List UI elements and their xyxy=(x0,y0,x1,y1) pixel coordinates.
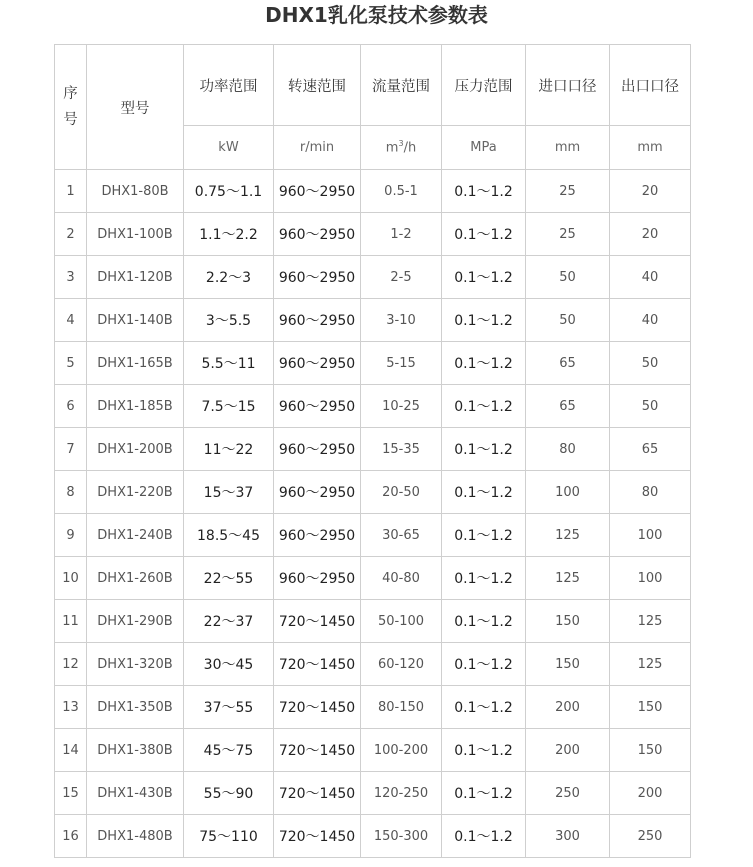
cell-outlet: 125 xyxy=(610,643,691,686)
cell-power: 22～55 xyxy=(184,557,274,600)
table-row xyxy=(55,428,691,471)
cell-outlet: 125 xyxy=(610,600,691,643)
table-row xyxy=(55,686,691,729)
unit-inlet: mm xyxy=(526,126,610,170)
cell-model: DHX1-120B xyxy=(87,256,184,299)
cell-pressure: 0.1～1.2 xyxy=(442,557,526,600)
cell-index: 6 xyxy=(55,385,87,428)
cell-speed: 720～1450 xyxy=(274,729,361,772)
cell-inlet: 125 xyxy=(526,557,610,600)
cell-speed: 960～2950 xyxy=(274,256,361,299)
header-pressure: 压力范围 xyxy=(442,45,526,126)
table-row xyxy=(55,213,691,256)
table-row xyxy=(55,772,691,815)
cell-outlet: 100 xyxy=(610,514,691,557)
cell-index: 15 xyxy=(55,772,87,815)
cell-speed: 960～2950 xyxy=(274,557,361,600)
cell-index: 16 xyxy=(55,815,87,858)
cell-pressure: 0.1～1.2 xyxy=(442,385,526,428)
cell-inlet: 50 xyxy=(526,299,610,342)
cell-inlet: 80 xyxy=(526,428,610,471)
table-row xyxy=(55,643,691,686)
cell-model: DHX1-100B xyxy=(87,213,184,256)
cell-pressure: 0.1～1.2 xyxy=(442,686,526,729)
unit-flow-base: m xyxy=(385,140,399,156)
cell-index: 7 xyxy=(55,428,87,471)
cell-flow: 40-80 xyxy=(361,557,442,600)
cell-power: 18.5～45 xyxy=(184,514,274,557)
cell-outlet: 250 xyxy=(610,815,691,858)
cell-power: 5.5～11 xyxy=(184,342,274,385)
cell-speed: 960～2950 xyxy=(274,471,361,514)
cell-pressure: 0.1～1.2 xyxy=(442,256,526,299)
cell-speed: 960～2950 xyxy=(274,385,361,428)
table-row xyxy=(55,514,691,557)
cell-power: 1.1～2.2 xyxy=(184,213,274,256)
cell-flow: 2-5 xyxy=(361,256,442,299)
table-body xyxy=(55,170,691,858)
cell-outlet: 65 xyxy=(610,428,691,471)
cell-inlet: 65 xyxy=(526,342,610,385)
cell-flow: 5-15 xyxy=(361,342,442,385)
cell-index: 12 xyxy=(55,643,87,686)
cell-flow: 30-65 xyxy=(361,514,442,557)
table-row xyxy=(55,170,691,213)
table-header xyxy=(55,45,691,170)
cell-outlet: 50 xyxy=(610,385,691,428)
cell-index: 4 xyxy=(55,299,87,342)
header-inlet: 进口口径 xyxy=(526,45,610,126)
cell-speed: 960～2950 xyxy=(274,342,361,385)
spec-table xyxy=(54,44,691,858)
unit-flow-sup: 3 xyxy=(398,139,404,149)
cell-index: 9 xyxy=(55,514,87,557)
cell-pressure: 0.1～1.2 xyxy=(442,428,526,471)
cell-flow: 10-25 xyxy=(361,385,442,428)
cell-model: DHX1-140B xyxy=(87,299,184,342)
table-row xyxy=(55,385,691,428)
cell-inlet: 25 xyxy=(526,213,610,256)
cell-index: 13 xyxy=(55,686,87,729)
table-row xyxy=(55,815,691,858)
cell-power: 30～45 xyxy=(184,643,274,686)
cell-flow: 1-2 xyxy=(361,213,442,256)
cell-power: 55～90 xyxy=(184,772,274,815)
cell-model: DHX1-80B xyxy=(87,170,184,213)
cell-inlet: 250 xyxy=(526,772,610,815)
cell-power: 45～75 xyxy=(184,729,274,772)
cell-pressure: 0.1～1.2 xyxy=(442,772,526,815)
table-row xyxy=(55,471,691,514)
cell-model: DHX1-320B xyxy=(87,643,184,686)
cell-model: DHX1-290B xyxy=(87,600,184,643)
cell-speed: 960～2950 xyxy=(274,299,361,342)
cell-power: 75～110 xyxy=(184,815,274,858)
cell-index: 11 xyxy=(55,600,87,643)
table-row xyxy=(55,557,691,600)
cell-flow: 15-35 xyxy=(361,428,442,471)
cell-pressure: 0.1～1.2 xyxy=(442,170,526,213)
cell-inlet: 65 xyxy=(526,385,610,428)
cell-flow: 100-200 xyxy=(361,729,442,772)
cell-outlet: 40 xyxy=(610,256,691,299)
header-row xyxy=(55,45,691,126)
table-row xyxy=(55,600,691,643)
table-row xyxy=(55,342,691,385)
cell-speed: 960～2950 xyxy=(274,514,361,557)
cell-model: DHX1-380B xyxy=(87,729,184,772)
cell-outlet: 200 xyxy=(610,772,691,815)
cell-model: DHX1-260B xyxy=(87,557,184,600)
cell-outlet: 150 xyxy=(610,686,691,729)
cell-inlet: 300 xyxy=(526,815,610,858)
cell-speed: 720～1450 xyxy=(274,772,361,815)
header-model: 型号 xyxy=(87,45,184,170)
cell-flow: 80-150 xyxy=(361,686,442,729)
cell-pressure: 0.1～1.2 xyxy=(442,600,526,643)
cell-outlet: 80 xyxy=(610,471,691,514)
cell-speed: 720～1450 xyxy=(274,600,361,643)
cell-outlet: 50 xyxy=(610,342,691,385)
header-index-label: 序号 xyxy=(63,86,78,128)
cell-pressure: 0.1～1.2 xyxy=(442,729,526,772)
unit-flow xyxy=(361,126,442,170)
unit-speed: r/min xyxy=(274,126,361,170)
unit-pressure: MPa xyxy=(442,126,526,170)
table-row xyxy=(55,256,691,299)
cell-inlet: 125 xyxy=(526,514,610,557)
cell-outlet: 20 xyxy=(610,170,691,213)
cell-model: DHX1-480B xyxy=(87,815,184,858)
cell-flow: 50-100 xyxy=(361,600,442,643)
cell-inlet: 100 xyxy=(526,471,610,514)
table-row xyxy=(55,299,691,342)
cell-inlet: 200 xyxy=(526,729,610,772)
cell-power: 7.5～15 xyxy=(184,385,274,428)
cell-model: DHX1-220B xyxy=(87,471,184,514)
cell-inlet: 200 xyxy=(526,686,610,729)
cell-inlet: 150 xyxy=(526,643,610,686)
cell-speed: 720～1450 xyxy=(274,686,361,729)
cell-model: DHX1-185B xyxy=(87,385,184,428)
cell-pressure: 0.1～1.2 xyxy=(442,213,526,256)
page-title: DHX1乳化泵技术参数表 xyxy=(265,3,488,27)
cell-index: 5 xyxy=(55,342,87,385)
table-row xyxy=(55,729,691,772)
cell-pressure: 0.1～1.2 xyxy=(442,514,526,557)
cell-outlet: 20 xyxy=(610,213,691,256)
header-outlet: 出口口径 xyxy=(610,45,691,126)
cell-outlet: 100 xyxy=(610,557,691,600)
cell-speed: 960～2950 xyxy=(274,170,361,213)
cell-flow: 120-250 xyxy=(361,772,442,815)
cell-inlet: 150 xyxy=(526,600,610,643)
cell-power: 37～55 xyxy=(184,686,274,729)
cell-power: 0.75～1.1 xyxy=(184,170,274,213)
cell-power: 2.2～3 xyxy=(184,256,274,299)
cell-index: 3 xyxy=(55,256,87,299)
header-speed: 转速范围 xyxy=(274,45,361,126)
cell-speed: 960～2950 xyxy=(274,213,361,256)
cell-pressure: 0.1～1.2 xyxy=(442,815,526,858)
cell-inlet: 50 xyxy=(526,256,610,299)
cell-pressure: 0.1～1.2 xyxy=(442,643,526,686)
cell-flow: 20-50 xyxy=(361,471,442,514)
unit-flow-tail: /h xyxy=(403,140,417,156)
cell-index: 8 xyxy=(55,471,87,514)
cell-power: 15～37 xyxy=(184,471,274,514)
cell-pressure: 0.1～1.2 xyxy=(442,299,526,342)
cell-power: 22～37 xyxy=(184,600,274,643)
cell-index: 14 xyxy=(55,729,87,772)
cell-pressure: 0.1～1.2 xyxy=(442,342,526,385)
cell-index: 2 xyxy=(55,213,87,256)
cell-index: 10 xyxy=(55,557,87,600)
header-flow: 流量范围 xyxy=(361,45,442,126)
cell-model: DHX1-350B xyxy=(87,686,184,729)
cell-model: DHX1-240B xyxy=(87,514,184,557)
cell-power: 3～5.5 xyxy=(184,299,274,342)
cell-speed: 720～1450 xyxy=(274,643,361,686)
cell-flow: 3-10 xyxy=(361,299,442,342)
unit-power: kW xyxy=(184,126,274,170)
cell-flow: 60-120 xyxy=(361,643,442,686)
cell-power: 11～22 xyxy=(184,428,274,471)
cell-speed: 960～2950 xyxy=(274,428,361,471)
cell-flow: 0.5-1 xyxy=(361,170,442,213)
cell-model: DHX1-430B xyxy=(87,772,184,815)
cell-inlet: 25 xyxy=(526,170,610,213)
header-index xyxy=(55,45,87,170)
cell-flow: 150-300 xyxy=(361,815,442,858)
cell-model: DHX1-200B xyxy=(87,428,184,471)
cell-pressure: 0.1～1.2 xyxy=(442,471,526,514)
unit-outlet: mm xyxy=(610,126,691,170)
cell-outlet: 40 xyxy=(610,299,691,342)
cell-index: 1 xyxy=(55,170,87,213)
cell-model: DHX1-165B xyxy=(87,342,184,385)
cell-speed: 720～1450 xyxy=(274,815,361,858)
header-power: 功率范围 xyxy=(184,45,274,126)
cell-outlet: 150 xyxy=(610,729,691,772)
